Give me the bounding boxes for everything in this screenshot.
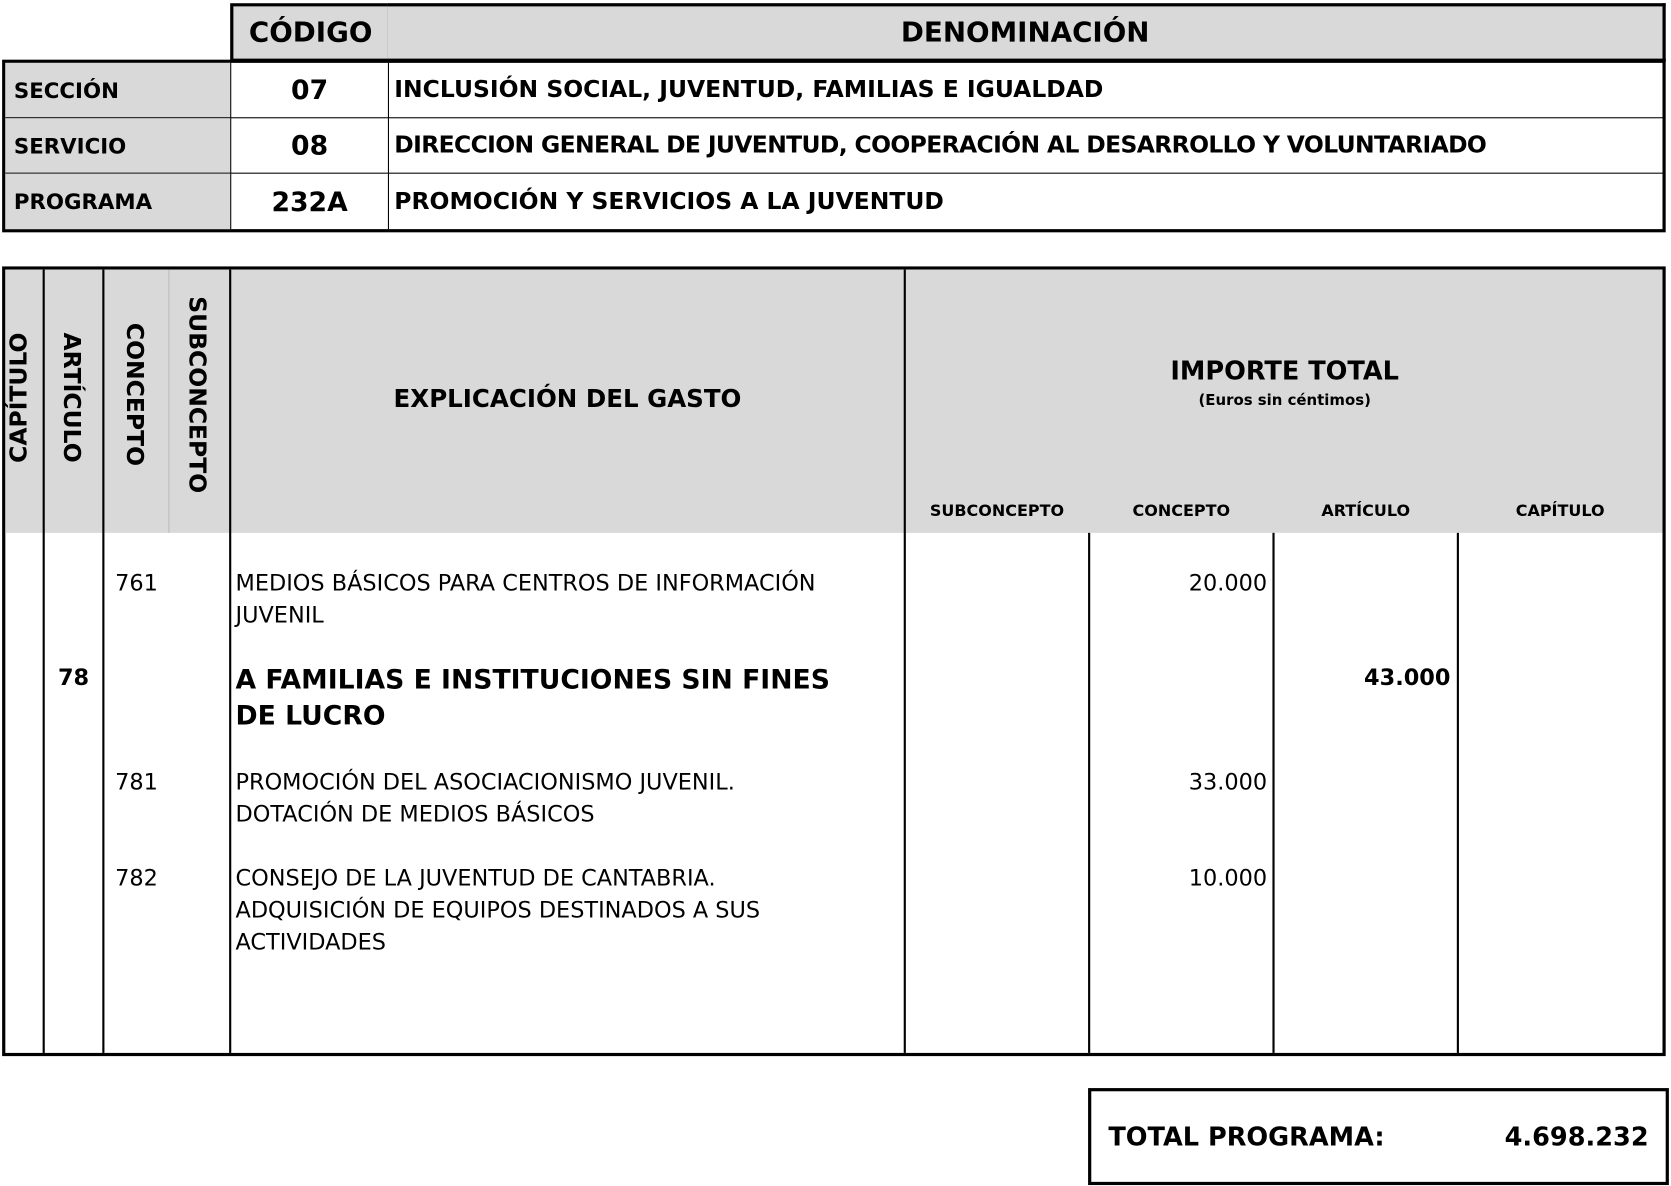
servicio-label-cell <box>5 118 230 173</box>
importe-subtitle: (Euros sin céntimos) <box>1198 392 1371 410</box>
seccion-label: SECCIÓN <box>13 77 119 103</box>
row-text: A FAMILIAS E INSTITUCIONES SIN FINES DE LUCRO <box>235 663 830 732</box>
denominacion-header <box>388 3 1666 62</box>
row-text: MEDIOS BÁSICOS PARA CENTROS DE INFORMACIÓN JUVENIL <box>235 570 816 628</box>
importe-col-articulo: ARTÍCULO <box>1321 500 1411 521</box>
programa-name-text: PROMOCIÓN Y SERVICIOS A LA JUVENTUD <box>394 188 944 215</box>
row-text: CONSEJO DE LA JUVENTUD DE CANTABRIA. ADQUISICIÓN DE EQUIPOS DESTINADOS A SUS ACTIVIDADES <box>235 865 761 955</box>
total-box <box>1088 1088 1669 1185</box>
row-articulo-code: 78 <box>57 664 90 691</box>
divider <box>168 270 169 533</box>
seccion-name-text: INCLUSIÓN SOCIAL, JUVENTUD, FAMILIAS E IGUALDAD <box>394 76 1104 104</box>
divider <box>102 270 104 1053</box>
total-label: TOTAL PROGRAMA: <box>1108 1121 1385 1152</box>
servicio-label: SERVICIO <box>13 132 127 159</box>
codigo-header <box>230 3 389 62</box>
programa-code-text: 232A <box>271 185 348 217</box>
row-importe-concepto: 20.000 <box>1188 570 1268 596</box>
codigo-label: CÓDIGO <box>248 16 373 49</box>
row-text: PROMOCIÓN DEL ASOCIACIONISMO JUVENIL. DOTACIÓN DE MEDIOS BÁSICOS <box>235 769 735 827</box>
total-value: 4.698.232 <box>1504 1121 1649 1152</box>
programa-name <box>389 174 1663 229</box>
programa-label: PROGRAMA <box>13 188 153 215</box>
servicio-code <box>230 118 389 173</box>
importe-title: IMPORTE TOTAL <box>1170 355 1399 386</box>
seccion-name <box>389 63 1663 118</box>
col-articulo: ARTÍCULO <box>57 332 85 463</box>
row-concepto-code: 761 <box>115 570 158 596</box>
row-concepto-code: 781 <box>115 769 158 796</box>
denominacion-label: DENOMINACIÓN <box>900 16 1150 49</box>
divider <box>1457 533 1459 1053</box>
seccion-label-cell <box>5 63 230 118</box>
servicio-name-text: DIRECCION GENERAL DE JUVENTUD, COOPERACIÓN AL DESARROLLO Y VOLUNTARIADO <box>394 132 1487 159</box>
row-importe-articulo: 43.000 <box>1364 664 1451 691</box>
col-concepto: CONCEPTO <box>120 322 148 467</box>
col-capitulo: CAPÍTULO <box>6 332 34 463</box>
seccion-code-text: 07 <box>291 74 329 106</box>
row-importe-concepto: 10.000 <box>1188 865 1268 891</box>
servicio-name <box>389 118 1663 173</box>
col-subconcepto: SUBCONCEPTO <box>183 296 210 494</box>
servicio-code-text: 08 <box>291 130 329 161</box>
col-explicacion: EXPLICACIÓN DEL GASTO <box>393 385 742 414</box>
seccion-code <box>230 63 389 118</box>
importe-col-concepto: CONCEPTO <box>1132 500 1231 521</box>
importe-col-capitulo: CAPÍTULO <box>1515 500 1605 521</box>
row-importe-concepto: 33.000 <box>1188 769 1268 796</box>
divider <box>1272 533 1274 1053</box>
importe-col-subconcepto: SUBCONCEPTO <box>929 500 1065 521</box>
programa-code <box>230 174 389 229</box>
row-concepto-code: 782 <box>115 865 158 891</box>
programa-label-cell <box>5 174 230 229</box>
